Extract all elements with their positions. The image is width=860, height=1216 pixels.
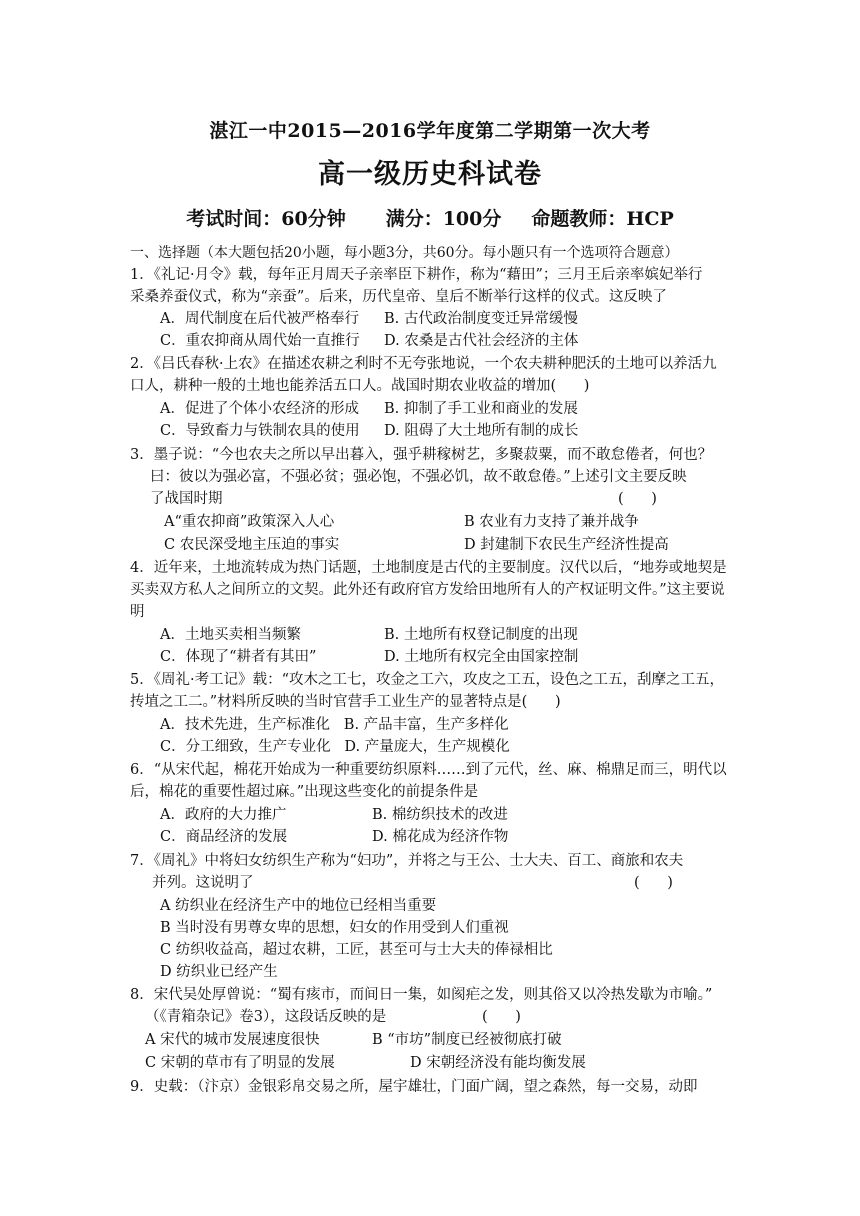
q4-option-b: B. 土地所有权登记制度的出现 <box>384 627 578 643</box>
q9-stem-line-1: 9．史载：（汴京）金银彩帛交易之所，屋宇雄壮，门面广阔，望之森然，每一交易，动即 <box>130 1079 698 1095</box>
q1-stem-line-1: 1．《礼记·月令》载，每年正月周天子亲率臣下耕作，称为“藉田”；三月王后亲率嫔妃举行 <box>130 267 703 283</box>
q7-option-d: D 纺织业已经产生 <box>160 964 278 980</box>
q2-stem-line-1: 2．《吕氏春秋·上农》在描述农耕之利时不无夸张地说，一个农夫耕种肥沃的土地可以养活九 <box>130 356 717 372</box>
q8-option-a: A 宋代的城市发展速度很快 <box>145 1032 320 1048</box>
q5-options-a-b: A．技术先进，生产标准化 B. 产品丰富，生产多样化 <box>160 717 509 733</box>
q2-option-b: B. 抑制了手工业和商业的发展 <box>384 401 578 417</box>
q3-option-a: A“重农抑商”政策深入人心 <box>164 514 335 530</box>
q8-answer-parentheses: ( ) <box>482 1009 521 1025</box>
q6-stem-line-2: 后，棉花的重要性超过麻。”出现这些变化的前提条件是 <box>130 784 479 800</box>
q7-stem-line-1: 7．《周礼》中将妇女纺织生产称为“妇功”，并将之与王公、士大夫、百工、商旅和农夫 <box>130 853 684 869</box>
q3-option-b: B 农业有力支持了兼并战争 <box>464 514 639 530</box>
q4-option-d: D. 土地所有权完全由国家控制 <box>384 649 579 665</box>
exam-info-line <box>0 204 860 231</box>
q5-options-c-d: C．分工细致，生产专业化 D. 产量庞大，生产规模化 <box>160 739 510 755</box>
q3-stem-line-1: 3．墨子说：“今也农夫之所以早出暮入，强乎耕稼树艺，多聚菽粟，而不敢怠倦者，何也？ <box>130 447 713 463</box>
q8-option-c: C 宋朝的草市有了明显的发展 <box>145 1055 335 1071</box>
q3-option-c: C 农民深受地主压迫的事实 <box>164 537 340 553</box>
q5-stem-line-2: 抟埴之工二。”材料所反映的当时官营手工业生产的显著特点是( ) <box>130 694 561 710</box>
q3-answer-parentheses: ( ) <box>618 491 657 507</box>
q5-stem-line-1: 5．《周礼·考工记》载：“攻木之工七，攻金之工六，攻皮之工五，设色之工五，刮摩之工五， <box>130 672 724 688</box>
q2-option-c: C．导致畜力与铁制农具的使用 <box>160 423 360 439</box>
q3-stem-line-3: 了战国时期 <box>150 491 223 507</box>
q8-option-d: D 宋朝经济没有能均衡发展 <box>410 1055 586 1071</box>
exam-teacher: 命题教师：HCP <box>531 208 674 230</box>
q7-answer-parentheses: ( ) <box>634 875 673 891</box>
exam-time: 考试时间：60分钟 <box>186 208 346 230</box>
q6-stem-line-1: 6．“从宋代起，棉花开始成为一种重要纺织原料……到了元代，丝、麻、棉鼎足而三，明代以 <box>130 762 727 778</box>
school-exam-heading: 湛江一中2015—2016学年度第二学期第一次大考 <box>209 120 651 142</box>
q4-stem-line-2: 买卖双方私人之间所立的文契。此外还有政府官方发给田地所有人的产权证明文件。”这主要说 <box>130 582 725 598</box>
q8-option-b: B “市坊”制度已经被彻底打破 <box>372 1032 562 1048</box>
q4-stem-line-1: 4．近年来，土地流转成为热门话题，土地制度是古代的主要制度。汉代以后，“地券或地契是 <box>130 560 727 576</box>
q2-option-a: A．促进了个体小农经济的形成 <box>160 401 359 417</box>
q3-option-d: D 封建制下农民生产经济性提高 <box>464 537 669 553</box>
q7-stem-line-2: 并列。这说明了 <box>152 875 254 891</box>
q3-stem-line-2: 曰：彼以为强必富，不强必贫；强必饱，不强必饥，故不敢怠倦。”上述引文主要反映 <box>150 469 687 485</box>
q6-option-b: B. 棉纺织技术的改进 <box>372 807 508 823</box>
q6-option-c: C．商品经济的发展 <box>160 829 288 845</box>
q2-option-d: D. 阻碍了大土地所有制的成长 <box>384 423 579 439</box>
q1-option-d: D. 农桑是古代社会经济的主体 <box>384 333 579 349</box>
section-intro: 一、选择题（本大题包括20小题，每小题3分，共60分。每小题只有一个选项符合题意） <box>130 245 679 261</box>
q7-option-b: B 当时没有男尊女卑的思想，妇女的作用受到人们重视 <box>160 920 509 936</box>
q6-option-a: A．政府的大力推广 <box>160 807 287 823</box>
q7-option-a: A 纺织业在经济生产中的地位已经相当重要 <box>160 898 437 914</box>
q1-option-a: A．周代制度在后代被严格奉行 <box>160 311 359 327</box>
q1-option-c: C．重农抑商从周代始一直推行 <box>160 333 360 349</box>
q4-option-c: C．体现了“耕者有其田” <box>160 649 317 665</box>
q8-stem-line-1: 8．宋代吴处厚曾说：“蜀有痎市，而间日一集，如阂疟之发，则其俗又以冷热发歇为市喻。” <box>130 987 713 1003</box>
q1-stem-line-2: 采桑养蚕仪式，称为“亲蚕”。后来，历代皇帝、皇后不断举行这样的仪式。这反映了 <box>130 289 667 305</box>
q1-option-b: B. 古代政治制度变迁异常缓慢 <box>384 311 578 327</box>
q6-option-d: D. 棉花成为经济作物 <box>372 829 509 845</box>
q8-stem-line-2: （《青箱杂记》卷3），这段话反映的是 <box>145 1009 387 1025</box>
q7-option-c: C 纺织收益高，超过农耕，工匠，甚至可与士大夫的俸禄相比 <box>160 942 553 958</box>
q4-option-a: A．土地买卖相当频繁 <box>160 627 301 643</box>
full-score: 满分：100分 <box>385 208 502 230</box>
q4-stem-line-3: 明 <box>130 604 145 620</box>
q2-stem-line-2: 口人，耕种一般的土地也能养活五口人。战国时期农业收益的增加( ) <box>130 378 590 394</box>
paper-title: 高一级历史科试卷 <box>318 159 542 190</box>
